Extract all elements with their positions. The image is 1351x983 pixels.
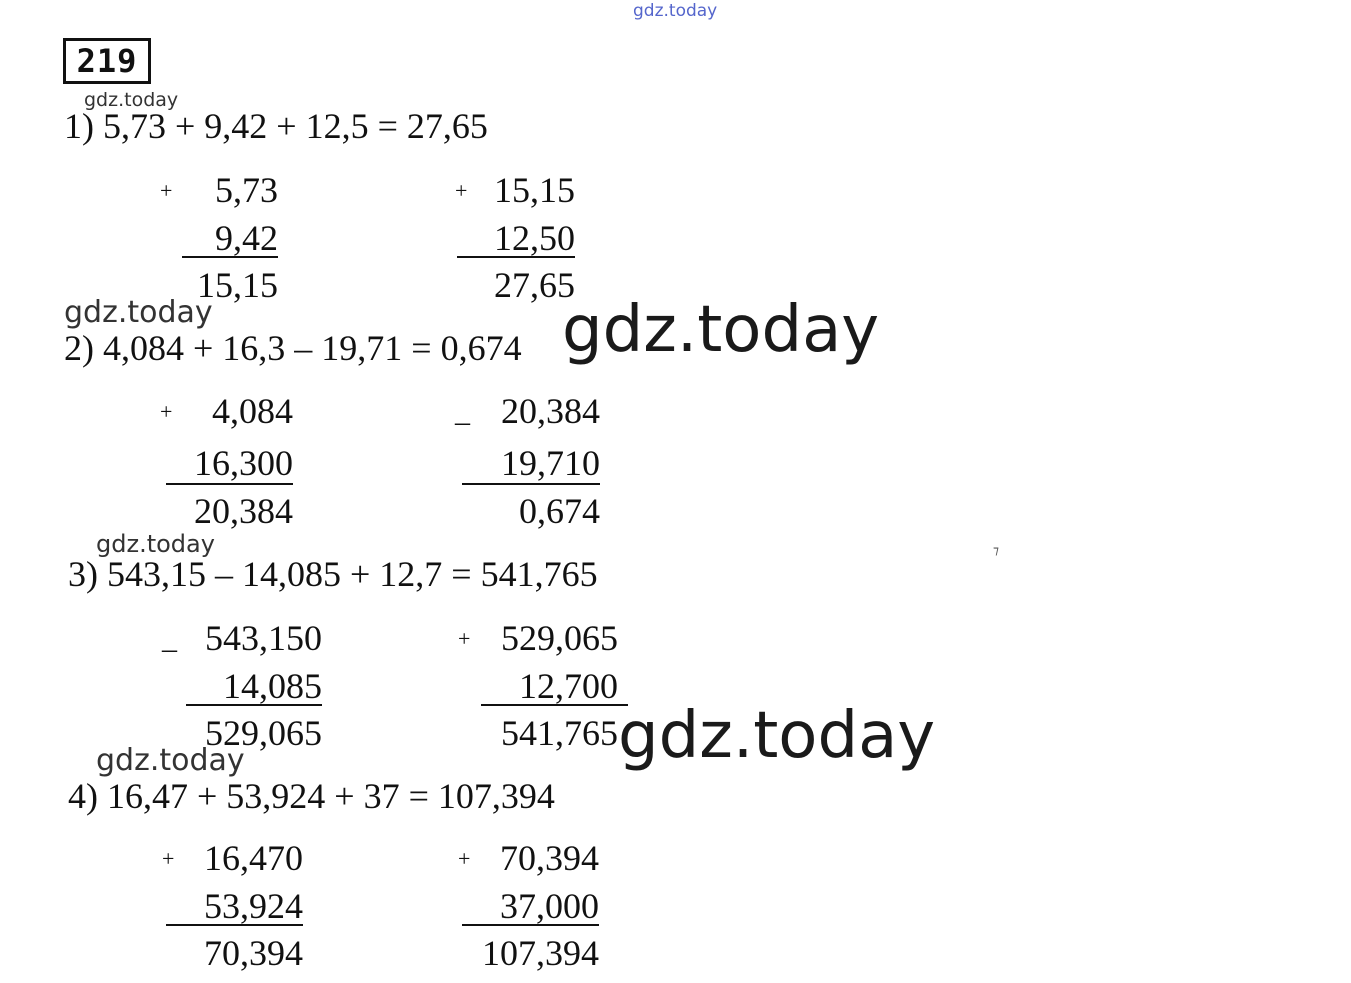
stray-mark: ⁊ — [993, 543, 999, 557]
calc-underline — [182, 256, 278, 258]
equation-2: 2) 4,084 + 16,3 – 19,71 = 0,674 — [64, 328, 522, 368]
calc-underline — [457, 256, 575, 258]
equation-3: 3) 543,15 – 14,085 + 12,7 = 541,765 — [68, 554, 598, 594]
calc-result: 15,15 — [197, 265, 278, 305]
column-calc-1a — [160, 170, 278, 305]
calc-top-number: 16,470 — [204, 838, 303, 878]
operator-sign: + — [160, 178, 173, 203]
column-calc-3a — [162, 618, 322, 753]
calc-underline — [186, 704, 322, 706]
column-calc-3b — [458, 618, 628, 753]
calc-top-number: 70,394 — [500, 838, 599, 878]
watermark-medium-1: gdz.today — [64, 295, 213, 330]
operator-sign: + — [458, 846, 471, 871]
calc-second-number: 19,710 — [501, 443, 600, 483]
equation-1: 1) 5,73 + 9,42 + 12,5 = 27,65 — [64, 106, 488, 146]
column-calc-2a — [160, 391, 293, 531]
column-calc-2b — [455, 391, 600, 531]
watermark-medium-2: gdz.today — [96, 743, 245, 778]
calc-underline — [462, 924, 599, 926]
calc-top-number: 529,065 — [501, 618, 618, 658]
calc-top-number: 15,15 — [494, 170, 575, 210]
column-calc-1b — [455, 170, 575, 305]
operator-sign: + — [162, 846, 175, 871]
calc-second-number: 9,42 — [215, 218, 278, 258]
calc-underline — [166, 924, 303, 926]
calc-second-number: 16,300 — [194, 443, 293, 483]
calc-underline — [166, 483, 293, 485]
watermark-small-1: gdz.today — [84, 89, 179, 111]
calc-result: 27,65 — [494, 265, 575, 305]
watermark-large-2: gdz.today — [618, 699, 936, 773]
watermark-top: gdz.today — [633, 1, 718, 21]
watermark-large-1: gdz.today — [562, 293, 880, 367]
calc-second-number: 12,700 — [519, 666, 618, 706]
calc-underline — [481, 704, 628, 706]
calc-top-number: 20,384 — [501, 391, 600, 431]
operator-sign: + — [455, 178, 468, 203]
operator-sign: _ — [162, 622, 177, 655]
calc-result: 70,394 — [204, 933, 303, 973]
operator-sign: + — [458, 626, 471, 651]
column-calc-4b — [458, 840, 599, 975]
calc-top-number: 5,73 — [215, 170, 278, 210]
calc-result: 529,065 — [205, 713, 322, 753]
operator-sign: + — [160, 399, 173, 424]
calc-underline — [462, 483, 600, 485]
calc-top-number: 543,150 — [205, 618, 322, 658]
task-number-box: 219 — [63, 38, 151, 84]
calc-second-number: 37,000 — [500, 886, 599, 926]
calc-second-number: 53,924 — [204, 886, 303, 926]
column-calc-4a — [162, 840, 303, 975]
operator-sign: _ — [455, 395, 470, 428]
calc-second-number: 14,085 — [223, 666, 322, 706]
calc-second-number: 12,50 — [494, 218, 575, 258]
equation-4: 4) 16,47 + 53,924 + 37 = 107,394 — [68, 776, 555, 816]
watermark-small-2: gdz.today — [96, 530, 215, 558]
calc-top-number: 4,084 — [212, 391, 293, 431]
calc-result: 0,674 — [519, 491, 600, 531]
calc-result: 20,384 — [194, 491, 293, 531]
calc-result: 107,394 — [482, 933, 599, 973]
calc-result: 541,765 — [501, 713, 618, 753]
